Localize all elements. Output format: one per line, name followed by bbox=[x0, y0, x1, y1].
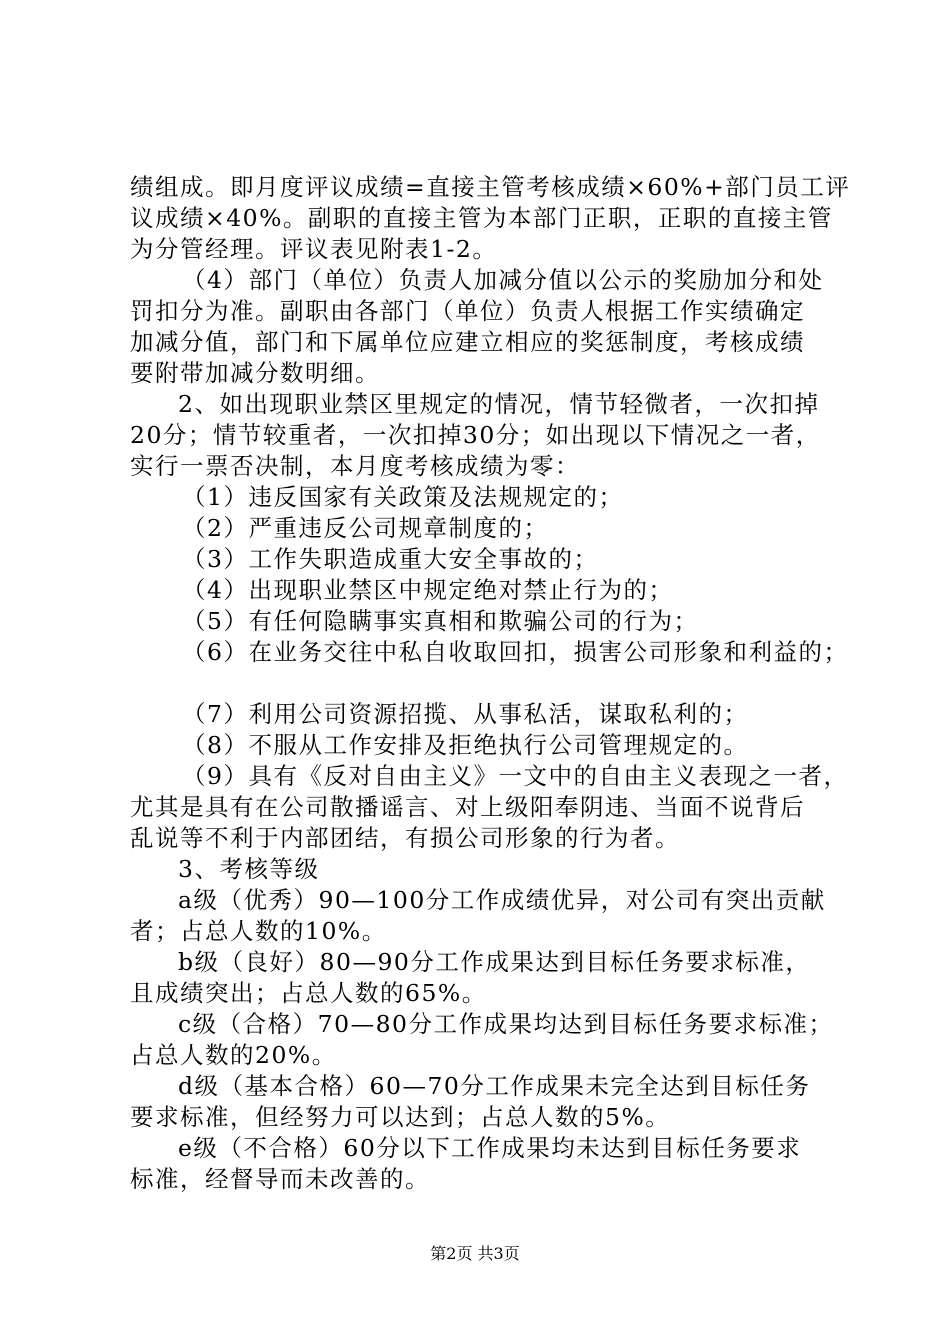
text-line: 标准，经督导而未改善的。 bbox=[130, 1165, 430, 1193]
text-line: （6）在业务交往中私自收取回扣，损害公司形象和利益的； bbox=[182, 638, 849, 666]
text-line: 3、考核等级 bbox=[178, 855, 320, 883]
text-line: 者；占总人数的10%。 bbox=[130, 917, 387, 945]
text-line: 为分管经理。评议表见附表1-2。 bbox=[130, 235, 498, 263]
text-line: 占总人数的20%。 bbox=[130, 1041, 337, 1069]
text-line: （2）严重违反公司规章制度的； bbox=[182, 514, 549, 542]
blank-line bbox=[130, 668, 830, 699]
text-line: 尤其是具有在公司散播谣言、对上级阳奉阴违、当面不说背后 bbox=[130, 793, 805, 821]
document-body bbox=[130, 172, 851, 1195]
text-line: 20分；情节较重者，一次扣掉30分；如出现以下情况之一者， bbox=[130, 421, 821, 449]
text-line: （4）出现职业禁区中规定绝对禁止行为的； bbox=[182, 576, 674, 604]
text-line: 实行一票否决制，本月度考核成绩为零： bbox=[130, 452, 580, 480]
text-line: 加减分值，部门和下属单位应建立相应的奖惩制度，考核成绩 bbox=[130, 328, 805, 356]
text-line: 2、如出现职业禁区里规定的情况，情节轻微者，一次扣掉 bbox=[178, 390, 820, 418]
text-line: d级（基本合格）60—70分工作成果未完全达到目标任务 bbox=[178, 1072, 811, 1100]
page-number-label: 第2页 共3页 bbox=[430, 1244, 520, 1263]
text-line: b级（良好）80—90分工作成果达到目标任务要求标准， bbox=[178, 948, 811, 976]
text-line: 要求标准，但经努力可以达到；占总人数的5%。 bbox=[130, 1103, 671, 1131]
text-line: （5）有任何隐瞒事实真相和欺骗公司的行为； bbox=[182, 607, 699, 635]
text-line: （9）具有《反对自由主义》一文中的自由主义表现之一者， bbox=[182, 762, 849, 790]
text-line: 议成绩×40%。副职的直接主管为本部门正职，正职的直接主管 bbox=[130, 204, 833, 232]
text-line: （3）工作失职造成重大安全事故的； bbox=[182, 545, 599, 573]
text-line: （8）不服从工作安排及拒绝执行公司管理规定的。 bbox=[182, 731, 749, 759]
text-line: 绩组成。即月度评议成绩=直接主管考核成绩×60%+部门员工评 bbox=[130, 173, 851, 201]
text-line: e级（不合格）60分以下工作成果均未达到目标任务要求 bbox=[178, 1134, 802, 1162]
page-footer bbox=[0, 1243, 950, 1265]
text-line: 罚扣分为准。副职由各部门（单位）负责人根据工作实绩确定 bbox=[130, 297, 805, 325]
text-line: 且成绩突出；占总人数的65%。 bbox=[130, 979, 487, 1007]
text-line: （7）利用公司资源招揽、从事私活，谋取私利的； bbox=[182, 700, 749, 728]
text-line: 要附带加减分数明细。 bbox=[130, 359, 380, 387]
text-line: 乱说等不利于内部团结，有损公司形象的行为者。 bbox=[130, 824, 680, 852]
text-line: a级（优秀）90—100分工作成绩优异，对公司有突出贡献 bbox=[178, 886, 826, 914]
text-line: （4）部门（单位）负责人加减分值以公示的奖励加分和处 bbox=[182, 266, 824, 294]
text-line: （1）违反国家有关政策及法规规定的； bbox=[182, 483, 624, 511]
text-line: c级（合格）70—80分工作成果均达到目标任务要求标准； bbox=[178, 1010, 834, 1038]
